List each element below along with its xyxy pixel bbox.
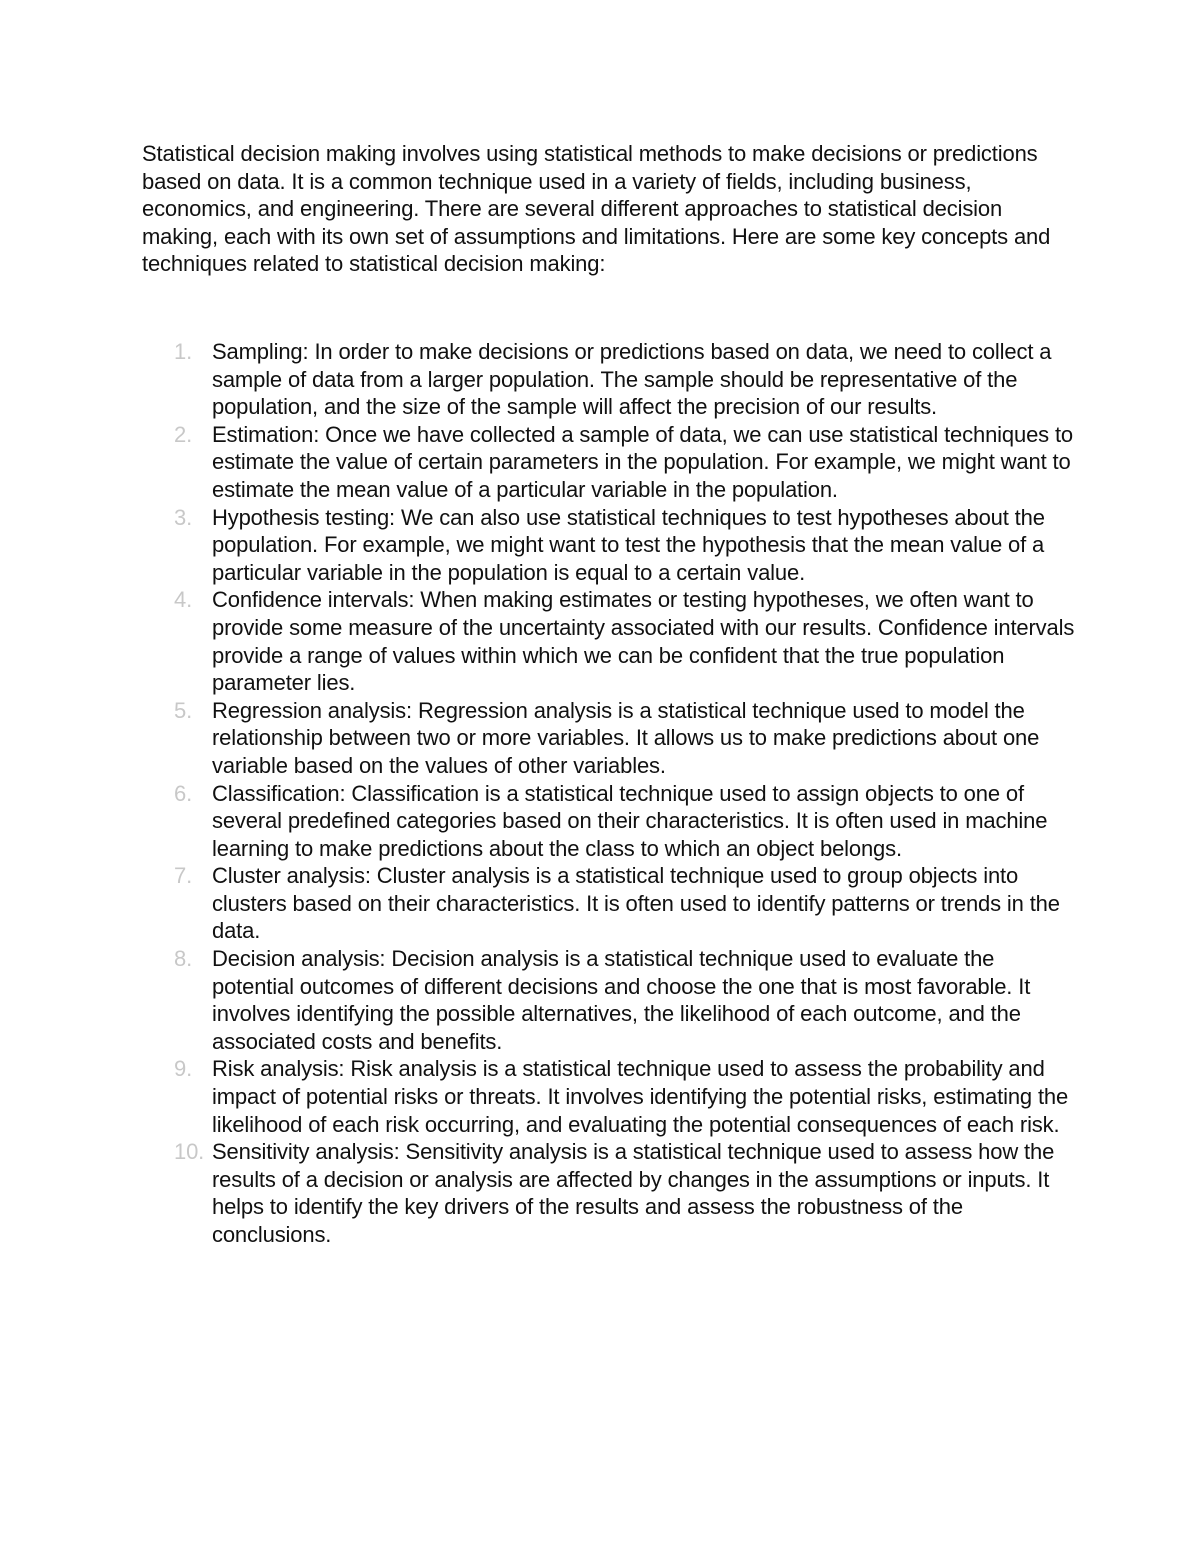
list-item-text: Cluster analysis: Cluster analysis is a statistical technique used to group objects into clusters based on their characteristics. It is often used to identify patterns or trends in the data.	[212, 863, 1060, 944]
list-item	[142, 1055, 1082, 1138]
list-item-text: Sensitivity analysis: Sensitivity analysis is a statistical technique used to assess how the results of a decision or analysis are affected by changes in the assumptions or inputs. It helps to identify the key drivers of the results and assess the robustness of the conclusions.	[212, 1139, 1055, 1247]
list-item-number: 4.	[174, 587, 193, 613]
list-item-number: 3.	[174, 504, 193, 530]
list-item-text: Hypothesis testing: We can also use statistical techniques to test hypotheses about the population. For example, we might want to test the hypothesis that the mean value of a particular variable in the population is equal to a certain value.	[212, 504, 1045, 585]
list-item	[142, 504, 1082, 587]
list-item	[142, 862, 1082, 945]
concepts-list	[142, 338, 1082, 1249]
list-item-number: 5.	[174, 697, 193, 723]
list-item-number: 9.	[174, 1056, 193, 1082]
list-item-number: 2.	[174, 421, 193, 447]
list-item-text: Risk analysis: Risk analysis is a statistical technique used to assess the probability and impact of potential risks or threats. It involves identifying the potential risks, estimating the likelihood of each risk occurring, and evaluating the potential consequences of each risk.	[212, 1056, 1069, 1137]
list-item-number: 6.	[174, 780, 193, 806]
list-item	[142, 945, 1082, 1055]
list-item	[142, 338, 1082, 421]
list-item	[142, 780, 1082, 863]
list-item-text: Sampling: In order to make decisions or predictions based on data, we need to collect a sample of data from a larger population. The sample should be representative of the population, and the size of the sample will affect the precision of our results.	[212, 339, 1052, 420]
list-item-text: Decision analysis: Decision analysis is a statistical technique used to evaluate the potential outcomes of different decisions and choose the one that is most favorable. It involves identifying the possible alternatives, the likelihood of each outcome, and the associated costs and benefits.	[212, 946, 1031, 1054]
list-item	[142, 586, 1082, 696]
list-item-text: Confidence intervals: When making estimates or testing hypotheses, we often want to provide some measure of the uncertainty associated with our results. Confidence intervals provide a range of values within which we can be confident that the true population parameter lies.	[212, 587, 1075, 696]
intro-paragraph: Statistical decision making involves using statistical methods to make decisions or predictions based on data. It is a common technique used in a variety of fields, including business, economics, and engineering. There are several different approaches to statistical decision making, each with its own set of assumptions and limitations. Here are some key concepts and techniques related to statistical decision making:	[142, 141, 1051, 277]
list-item-number: 7.	[174, 863, 193, 889]
list-item	[142, 421, 1082, 504]
list-item-text: Classification: Classification is a statistical technique used to assign objects to one of several predefined categories based on their characteristics. It is often used in machine learning to make predictions about the class to which an object belongs.	[212, 780, 1048, 861]
list-item-number: 10.	[174, 1139, 205, 1165]
list-item-text: Estimation: Once we have collected a sample of data, we can use statistical techniques to estimate the value of certain parameters in the population. For example, we might want to estimate the mean value of a particular variable in the population.	[212, 421, 1074, 502]
list-item-number: 8.	[174, 946, 193, 972]
list-item-text: Regression analysis: Regression analysis is a statistical technique used to model the relationship between two or more variables. It allows us to make predictions about one variable based on the values of other variables.	[212, 697, 1040, 778]
list-item	[142, 697, 1082, 780]
list-item-number: 1.	[174, 339, 193, 364]
list-item	[142, 1138, 1082, 1248]
